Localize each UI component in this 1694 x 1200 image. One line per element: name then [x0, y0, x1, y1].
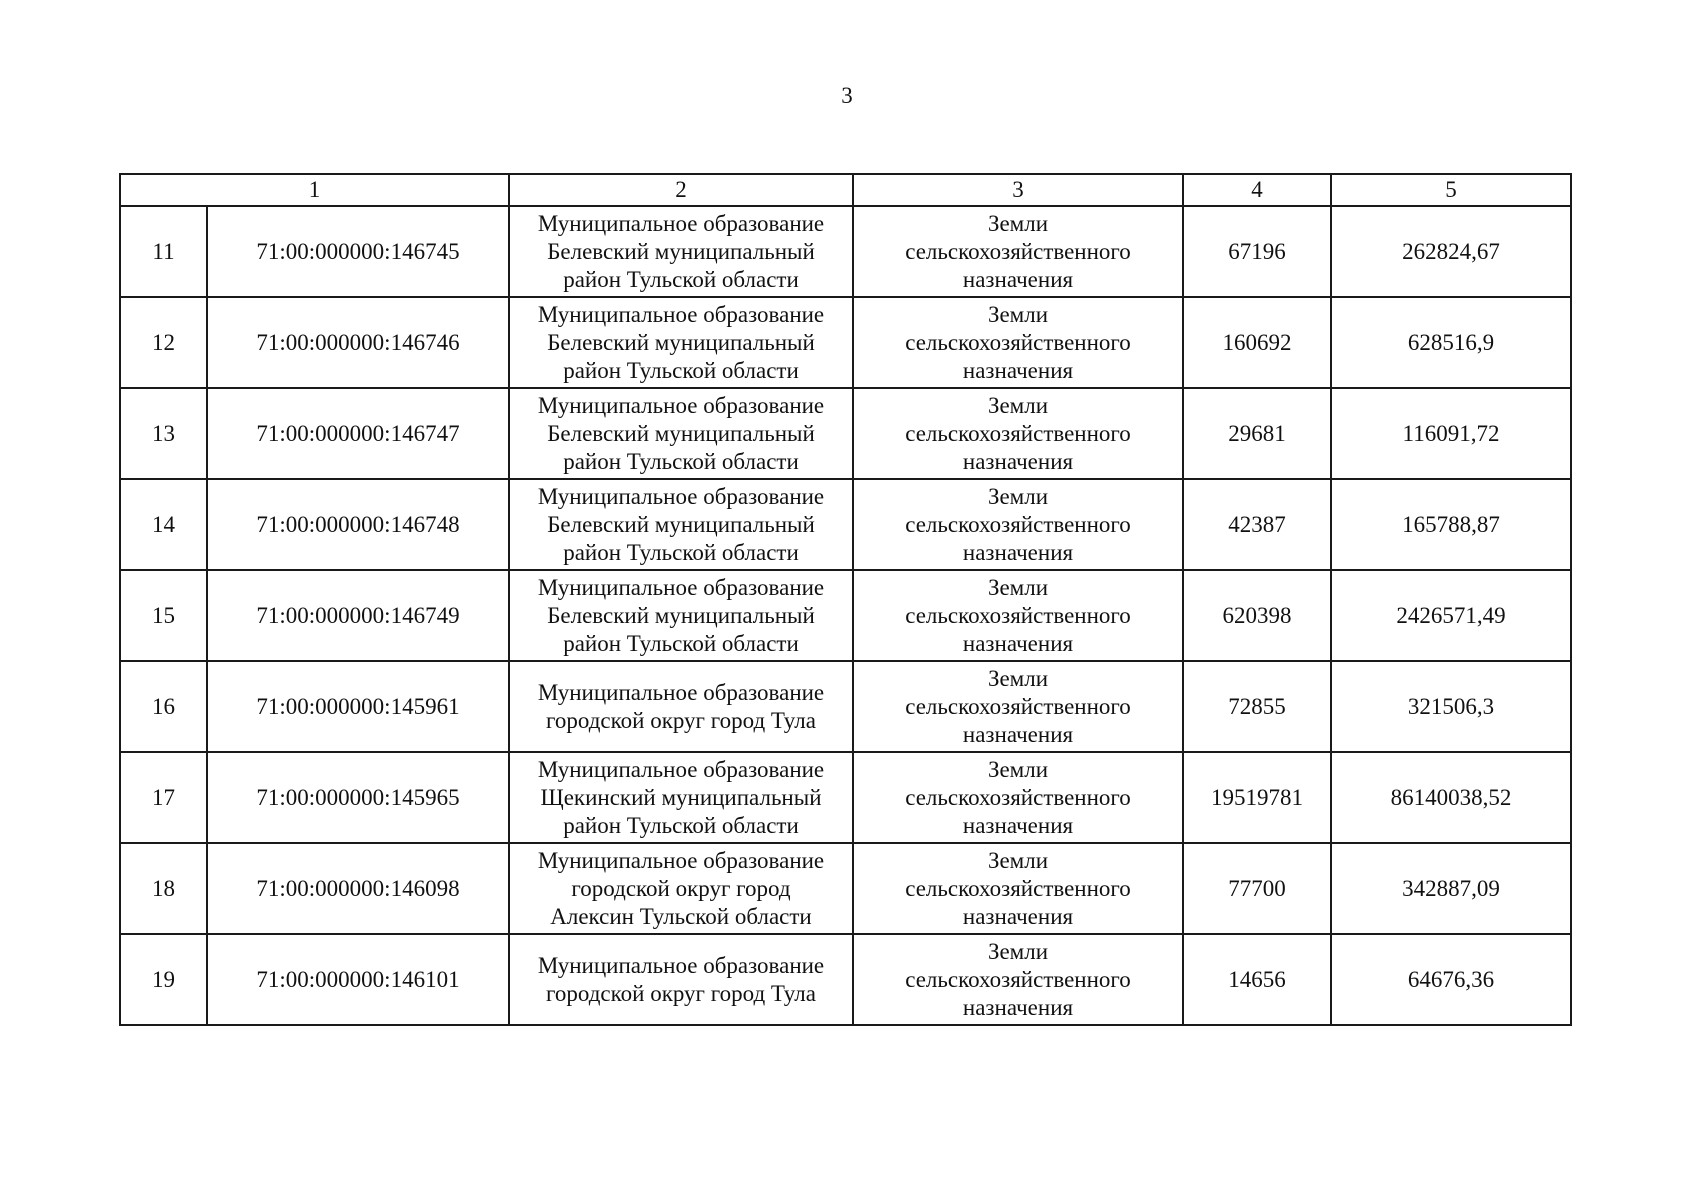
category-line: назначения: [962, 994, 1074, 1020]
owner-cell: [509, 661, 853, 752]
row-number-cell: 12: [120, 297, 207, 388]
category-line: Земли: [987, 210, 1049, 236]
cadastral-value-cell: 64676,36: [1331, 934, 1571, 1025]
cadastral-number-cell: 71:00:000000:146101: [207, 934, 509, 1025]
owner-line: городской округ город Тула: [546, 707, 816, 733]
category-line: Земли: [987, 392, 1049, 418]
owner-line: Белевский муниципальный: [547, 238, 815, 264]
table-row: [120, 206, 1571, 297]
owner-cell: [509, 752, 853, 843]
cadastral-value-cell: 86140038,52: [1331, 752, 1571, 843]
row-number-cell: 14: [120, 479, 207, 570]
land-category-cell-text: [905, 847, 1131, 931]
header-cell-5: 5: [1331, 174, 1571, 206]
row-number-cell: 13: [120, 388, 207, 479]
land-category-cell-text: [905, 665, 1131, 749]
owner-line: район Тульской области: [563, 539, 799, 565]
table-row: [120, 297, 1571, 388]
area-cell: 77700: [1183, 843, 1331, 934]
owner-line: Муниципальное образование: [537, 392, 825, 418]
owner-line: Щекинский муниципальный: [540, 784, 822, 810]
owner-line: городской округ город Тула: [546, 980, 816, 1006]
owner-cell-text: [538, 847, 824, 931]
category-line: сельскохозяйственного: [905, 693, 1131, 719]
land-category-cell-text: [905, 938, 1131, 1022]
category-line: назначения: [962, 266, 1074, 292]
category-line: назначения: [962, 630, 1074, 656]
cadastral-value-cell: 321506,3: [1331, 661, 1571, 752]
header-cell-1: 1: [120, 174, 509, 206]
owner-line: Муниципальное образование: [537, 756, 825, 782]
cadastral-value-cell: 165788,87: [1331, 479, 1571, 570]
category-line: Земли: [987, 301, 1049, 327]
owner-cell-text: [538, 210, 824, 294]
land-category-cell: [853, 388, 1183, 479]
cadastral-value-cell: 2426571,49: [1331, 570, 1571, 661]
land-category-cell-text: [905, 483, 1131, 567]
area-cell: 67196: [1183, 206, 1331, 297]
cadastral-number-cell: 71:00:000000:146749: [207, 570, 509, 661]
owner-cell-text: [538, 952, 824, 1008]
table-row: [120, 479, 1571, 570]
cadastral-number-cell: 71:00:000000:146745: [207, 206, 509, 297]
category-line: назначения: [962, 448, 1074, 474]
land-category-cell: [853, 206, 1183, 297]
table-row: [120, 661, 1571, 752]
owner-line: район Тульской области: [563, 630, 799, 656]
owner-line: городской округ город: [571, 875, 791, 901]
page-number: 3: [841, 83, 853, 108]
category-line: Земли: [987, 938, 1049, 964]
area-cell: 19519781: [1183, 752, 1331, 843]
category-line: Земли: [987, 756, 1049, 782]
land-category-cell-text: [905, 210, 1131, 294]
land-category-cell-text: [905, 301, 1131, 385]
category-line: Земли: [987, 847, 1049, 873]
cadastral-value-cell: 342887,09: [1331, 843, 1571, 934]
owner-line: Муниципальное образование: [537, 679, 825, 705]
header-row: [120, 174, 1571, 206]
land-category-cell: [853, 752, 1183, 843]
category-line: назначения: [962, 539, 1074, 565]
land-category-cell-text: [905, 756, 1131, 840]
owner-line: район Тульской области: [563, 448, 799, 474]
area-cell: 72855: [1183, 661, 1331, 752]
cadastral-value-cell: 628516,9: [1331, 297, 1571, 388]
land-plots-table: [119, 173, 1572, 1026]
owner-line: Белевский муниципальный: [547, 329, 815, 355]
category-line: сельскохозяйственного: [905, 875, 1131, 901]
category-line: Земли: [987, 574, 1049, 600]
land-category-cell-text: [905, 392, 1131, 476]
category-line: сельскохозяйственного: [905, 966, 1131, 992]
owner-cell: [509, 206, 853, 297]
area-cell: 160692: [1183, 297, 1331, 388]
owner-line: Белевский муниципальный: [547, 511, 815, 537]
owner-line: район Тульской области: [563, 357, 799, 383]
category-line: назначения: [962, 812, 1074, 838]
row-number-cell: 16: [120, 661, 207, 752]
cadastral-value-cell: 262824,67: [1331, 206, 1571, 297]
cadastral-number-cell: 71:00:000000:146098: [207, 843, 509, 934]
category-line: Земли: [987, 483, 1049, 509]
owner-line: Муниципальное образование: [537, 847, 825, 873]
category-line: сельскохозяйственного: [905, 420, 1131, 446]
owner-cell: [509, 843, 853, 934]
category-line: Земли: [987, 665, 1049, 691]
cadastral-number-cell: 71:00:000000:145965: [207, 752, 509, 843]
row-number-cell: 18: [120, 843, 207, 934]
owner-line: Муниципальное образование: [537, 952, 825, 978]
area-cell: 42387: [1183, 479, 1331, 570]
land-category-cell: [853, 570, 1183, 661]
category-line: назначения: [962, 721, 1074, 747]
owner-line: Муниципальное образование: [537, 301, 825, 327]
owner-line: район Тульской области: [563, 812, 799, 838]
category-line: сельскохозяйственного: [905, 784, 1131, 810]
row-number-cell: 19: [120, 934, 207, 1025]
category-line: сельскохозяйственного: [905, 511, 1131, 537]
land-category-cell: [853, 661, 1183, 752]
row-number-cell: 15: [120, 570, 207, 661]
header-cell-2: 2: [509, 174, 853, 206]
land-category-cell: [853, 934, 1183, 1025]
header-cell-3: 3: [853, 174, 1183, 206]
owner-cell: [509, 479, 853, 570]
owner-cell-text: [538, 756, 824, 840]
owner-line: Белевский муниципальный: [547, 602, 815, 628]
cadastral-number-cell: 71:00:000000:145961: [207, 661, 509, 752]
table-row: [120, 752, 1571, 843]
owner-cell-text: [538, 574, 824, 658]
area-cell: 14656: [1183, 934, 1331, 1025]
owner-cell: [509, 388, 853, 479]
table-row: [120, 388, 1571, 479]
table-row: [120, 934, 1571, 1025]
owner-line: Муниципальное образование: [537, 574, 825, 600]
owner-line: район Тульской области: [563, 266, 799, 292]
owner-cell: [509, 297, 853, 388]
cadastral-number-cell: 71:00:000000:146747: [207, 388, 509, 479]
owner-cell-text: [538, 392, 824, 476]
row-number-cell: 17: [120, 752, 207, 843]
category-line: сельскохозяйственного: [905, 602, 1131, 628]
owner-cell: [509, 570, 853, 661]
category-line: назначения: [962, 357, 1074, 383]
category-line: назначения: [962, 903, 1074, 929]
table-row: [120, 843, 1571, 934]
owner-line: Муниципальное образование: [537, 210, 825, 236]
land-category-cell: [853, 297, 1183, 388]
owner-cell-text: [538, 301, 824, 385]
area-cell: 29681: [1183, 388, 1331, 479]
category-line: сельскохозяйственного: [905, 329, 1131, 355]
category-line: сельскохозяйственного: [905, 238, 1131, 264]
owner-cell: [509, 934, 853, 1025]
owner-line: Алексин Тульской области: [550, 903, 812, 929]
owner-line: Белевский муниципальный: [547, 420, 815, 446]
table-row: [120, 570, 1571, 661]
cadastral-value-cell: 116091,72: [1331, 388, 1571, 479]
owner-line: Муниципальное образование: [537, 483, 825, 509]
row-number-cell: 11: [120, 206, 207, 297]
area-cell: 620398: [1183, 570, 1331, 661]
land-category-cell-text: [905, 574, 1131, 658]
owner-cell-text: [538, 679, 824, 735]
cadastral-number-cell: 71:00:000000:146746: [207, 297, 509, 388]
owner-cell-text: [538, 483, 824, 567]
land-category-cell: [853, 843, 1183, 934]
land-category-cell: [853, 479, 1183, 570]
cadastral-number-cell: 71:00:000000:146748: [207, 479, 509, 570]
header-cell-4: 4: [1183, 174, 1331, 206]
